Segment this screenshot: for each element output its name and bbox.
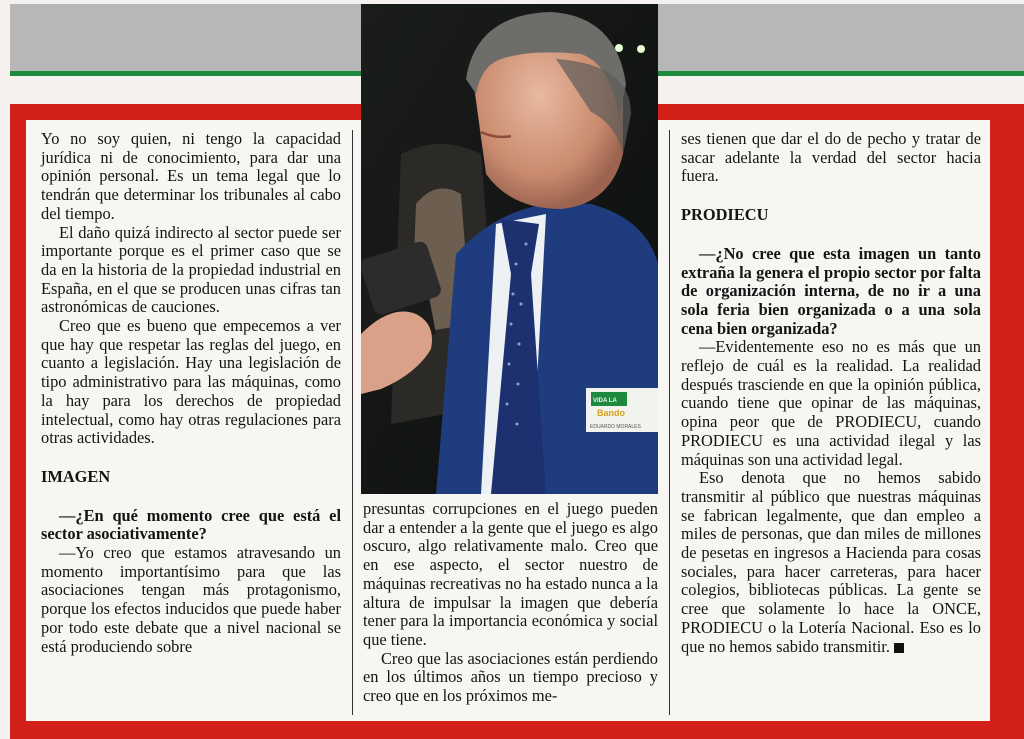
- col3-paragraph-last-text: Eso denota que no hemos sabido transmitir al público que nuestras máquinas se fabrican legalmente, que dan empleo a miles de personas, que dan miles de millones de pesetas en ingresos a Hacienda para cosas sociales, para hacer carreteras, para hacer colegios, bibliotecas públicas. La gente se cree que solamente lo hace la ONCE, PRODIECU o la Lotería Nacional. Eso es lo que no hemos sabido transmitir.: [681, 468, 981, 656]
- section-heading-imagen: IMAGEN: [41, 466, 111, 486]
- col3-paragraph-last: [681, 469, 981, 656]
- badge-line-1: VIDA LA: [593, 398, 617, 404]
- red-frame-bottom: [10, 721, 1024, 739]
- badge-line-2: Bando: [597, 408, 625, 418]
- column-3: [681, 130, 981, 656]
- green-stripe-right: [658, 71, 1024, 76]
- end-mark-icon: [894, 643, 904, 653]
- section-heading-prodiecu: PRODIECU: [681, 205, 769, 225]
- interview-question-2: —¿No cree que esta imagen un tanto extraña la genera el propio sector por falta de organización interna, de no ir a una sola feria bien organizada o a una sola cena bien organizada?: [681, 243, 981, 338]
- col1-paragraph-3: Creo que es bueno que empecemos a ver que hay que respetar las reglas del juego, en cuanto a legislación. Hay una legislación de tipo administrativo para las máquinas, como la hay para los derechos de propiedad intelectual, como hay otras regulaciones para otras actividades.: [41, 316, 341, 448]
- red-frame-right: [990, 104, 1024, 739]
- badge-caption: EDUARDO MORALES: [590, 424, 641, 430]
- red-frame-left: [10, 104, 26, 739]
- col3-answer-2: —Evidentemente eso no es más que un reflejo de cuál es la realidad. La realidad después trasciende en que la opinión pública, cuando tiene que opinar de las máquinas, opina peor que de PRODIECU, cuando PRODIECU es una actividad ilegal y las máquinas son una actividad legal.: [681, 337, 981, 469]
- green-stripe-left: [10, 71, 361, 76]
- red-frame-top-left: [10, 104, 361, 120]
- interview-photo: [361, 4, 658, 494]
- col2-paragraph-1: presuntas corrupciones en el juego pueden dar a entender a la gente que el juego es algo oscuro, algo relativamente malo. Creo que en ese aspecto, el sector nuestro de máquinas recreativas no ha estado nunca a la altura de impulsar la imagen que debería tener para la importancia económica y social que tiene.: [363, 499, 658, 649]
- header-band-left: [10, 4, 361, 76]
- col1-paragraph-2: El daño quizá indirecto al sector puede ser importante porque es el primer caso que se da en la historia de la propiedad industrial en España, en el que se producen unas cifras tan astronómicas de cauciones.: [41, 222, 341, 317]
- header-band-right: [658, 4, 1024, 76]
- col2-paragraph-2: Creo que las asociaciones están perdiendo en los últimos años un tiempo precioso y creo que en los próximos me-: [363, 648, 658, 706]
- interview-question-1: —¿En qué momento cree que está el sector asociativamente?: [41, 505, 341, 544]
- column-1: [41, 130, 341, 656]
- col1-answer-1: —Yo creo que estamos atravesando un momento importantísimo para que las asociaciones tengan más protagonismo, porque los efectos inducidos que puede haber por todo este debate que a nivel nacional se está produciendo sobre: [41, 543, 341, 656]
- red-frame-top-right: [658, 104, 1024, 120]
- col1-paragraph-1: Yo no soy quien, ni tengo la capacidad jurídica ni de conocimiento, para dar una opinión personal. Es un tema legal que lo tendrán que determinar los tribunales al cabo del tiempo.: [41, 129, 341, 223]
- column-rule-2: [669, 130, 670, 715]
- col3-paragraph-1: ses tienen que dar el do de pecho y tratar de sacar adelante la verdad del sector hacia fuera.: [681, 129, 981, 186]
- column-2: [363, 500, 658, 706]
- column-rule-1: [352, 130, 353, 715]
